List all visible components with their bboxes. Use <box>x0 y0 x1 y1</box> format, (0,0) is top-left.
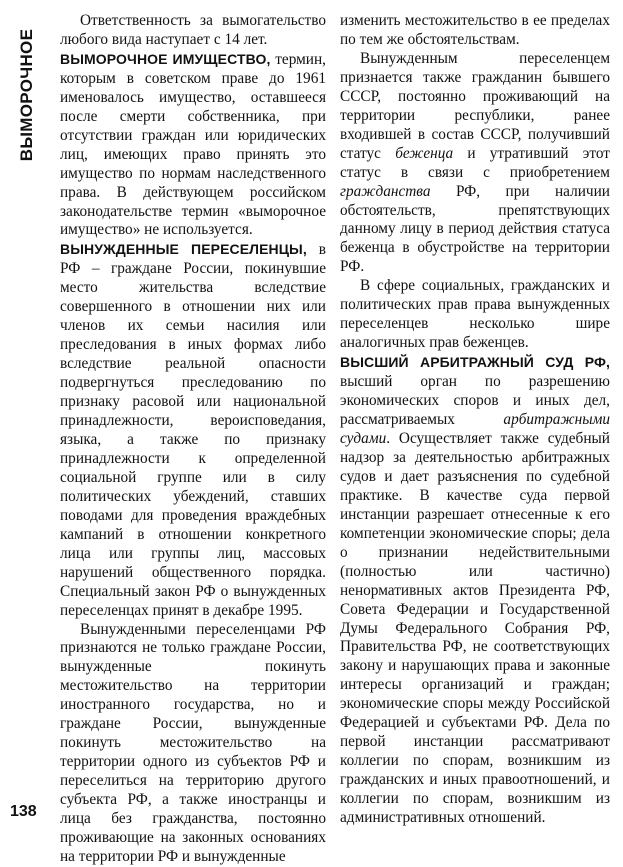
cross-reference-arbitrazhnye-sudy: арбитражными судами <box>340 411 610 447</box>
running-head <box>10 20 44 170</box>
running-head-text: ВЫМОРОЧНОЕ <box>17 28 36 162</box>
right-column <box>340 12 610 828</box>
paragraph-continuation: изменить местожительство в ее пределах по тем же обстоятельствам. <box>340 12 610 48</box>
text-run: и утративший этот статус в связи с приобретением <box>340 144 610 181</box>
page-number: 138 <box>10 803 37 820</box>
paragraph: Вынужденными переселенцами РФ признаются не только граждане России, вынужденные покинуть местожительство на территории иностранного государства, но и граждане России, вынужденные покинуть местожительство на территории одного из субъектов РФ и переселиться на территорию другого субъекта РФ, а также иностранцы и лица без гражданства, постоянно проживающие на законных основаниях на территории РФ и вынужденные <box>60 620 326 865</box>
dictionary-entry-vynuzhdennye <box>60 240 326 620</box>
cross-reference-bezhenec: беженца <box>395 144 454 162</box>
entry-term: ВЫНУЖДЕННЫЕ ПЕРЕСЕЛЕНЦЫ, <box>60 241 307 258</box>
text-run: РФ, при наличии обстоятельств, препятствующих данному лицу в период действия статуса беженца в обустройстве на территории РФ. <box>340 182 610 276</box>
text-run: Вынужденным переселенцем признается также гражданин бывшего СССР, постоянно проживающий на территории республики, ранее входившей в состав СССР, получивший статус <box>340 49 610 162</box>
entry-term: ВЫМОРОЧНОЕ ИМУЩЕСТВО, <box>60 50 271 67</box>
paragraph: В сфере социальных, гражданских и политических прав права вынужденных переселенцев несколько шире аналогичных прав беженцев. <box>340 277 610 352</box>
dictionary-entry-vymorochnoe <box>60 50 326 241</box>
paragraph: Ответственность за вымогательство любого вида наступает с 14 лет. <box>60 12 326 48</box>
entry-term: ВЫСШИЙ АРБИТРАЖНЫЙ СУД РФ, <box>340 354 610 371</box>
left-column <box>60 12 326 867</box>
entry-definition: в РФ – граждане России, покинувшие место жительства вследствие совершенного в отношении них или членов их семьи насилия или преследования в иных формах либо вследствие реальной опасности подвергнуться преследованию по признаку расовой или национальной принадлежности, вероисповедания, языка, а также по признаку принадлежности к определенной социальной группе или в силу политических убеждений, ставших поводами для проведения враждебных кампаний в отношении конкретного лица или группы лиц, массовых нарушений общественного порядка. Специальный закон РФ о вынужденных переселенцах принят в декабре 1995. <box>60 241 326 619</box>
entry-definition: высший орган по разрешению экономических споров и иных дел, рассматриваемых <box>340 373 610 429</box>
dictionary-entry-vysshiy-arbitrazhnyy-sud <box>340 353 610 828</box>
entry-definition: . Осуществляет также судебный надзор за деятельностью арбитражных судов и дает разъяснения по судебной практике. В качестве суда первой инстанции разрешает отнесенные к его компетенции экономические споры; дела о признании недействительными (полностью или частично) ненормативных актов Президента РФ, Совета Федерации и Государственной Думы Федерального Собрания РФ, Правительства РФ, не соответствующих закону и нарушающих права и законные интересы организаций и граждан; экономические споры между Российской Федерацией и субъектами РФ. Дела по первой инстанции рассматривают коллегии по спорам, возникшим из гражданских и иных правоотношений, и коллегии по спорам, возникшим из административных отношений. <box>340 429 610 827</box>
cross-reference-grazhdanstvo: гражданства <box>340 182 431 200</box>
paragraph <box>340 50 610 277</box>
entry-definition: термин, которым в советском праве до 1961 именовалось имущество, оставшееся после смерти собственника, при отсутствии граждан или юридических лиц, имеющих право принять это имущество по нормам наследственного права. В действующем российском законодательстве термин «выморочное имущество» не используется. <box>60 50 326 239</box>
